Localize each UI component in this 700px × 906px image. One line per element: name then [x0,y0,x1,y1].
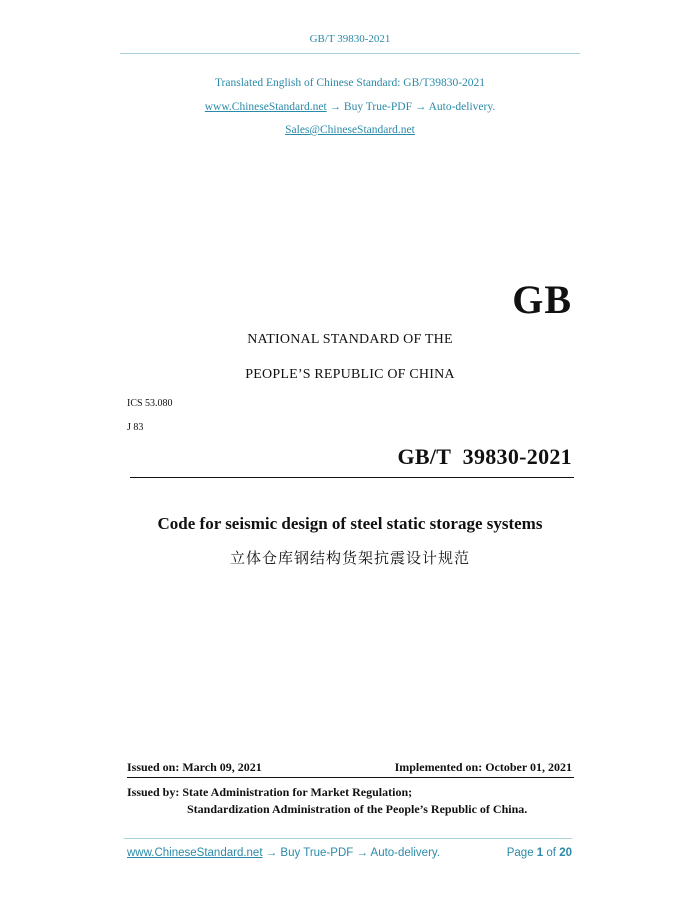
issue-divider [127,777,574,778]
footer-purchase-text: → Buy True-PDF → Auto-delivery. [262,847,440,859]
header-divider [120,53,580,54]
site-link[interactable]: www.ChineseStandard.net [204,101,327,113]
country-line: PEOPLE’S REPUBLIC OF CHINA [245,367,455,382]
translation-notice: Translated English of Chinese Standard: GB/T39830-2021 [214,77,486,89]
title-chinese: 立体仓库钢结构货架抗震设计规范 [229,549,470,567]
national-standard-line: NATIONAL STANDARD OF THE [247,332,453,347]
footer-purchase-line [127,847,440,859]
footer-divider [124,838,572,839]
issued-by-line-1: Issued by: State Administration for Market Regulation; [127,785,413,799]
standard-number: GB/T 39830-2021 [397,444,572,469]
page-total: 20 [559,847,572,859]
page-of-label: of [546,847,556,859]
page-indicator [507,847,572,859]
page-header: GB/T 39830-2021 [309,33,391,45]
implemented-on-date: Implemented on: October 01, 2021 [394,760,572,774]
purchase-line [0,101,700,113]
footer-site-link[interactable]: www.ChineseStandard.net [127,847,263,859]
issued-by-line-2: Standardization Administration of the People’s Republic of China. [187,802,528,816]
j-code: J 83 [127,422,144,433]
page-label: Page [506,847,534,859]
standard-number-divider [130,477,574,478]
gb-mark: GB [512,277,572,322]
email-link[interactable]: Sales@ChineseStandard.net [285,124,415,136]
email-line [0,124,700,136]
title-english: Code for seismic design of steel static storage systems [157,514,543,533]
ics-code: ICS 53.080 [127,398,173,409]
purchase-text: → Buy True-PDF → Auto-delivery. [326,101,496,113]
issued-on-date: Issued on: March 09, 2021 [127,760,262,774]
page-current: 1 [536,847,544,859]
